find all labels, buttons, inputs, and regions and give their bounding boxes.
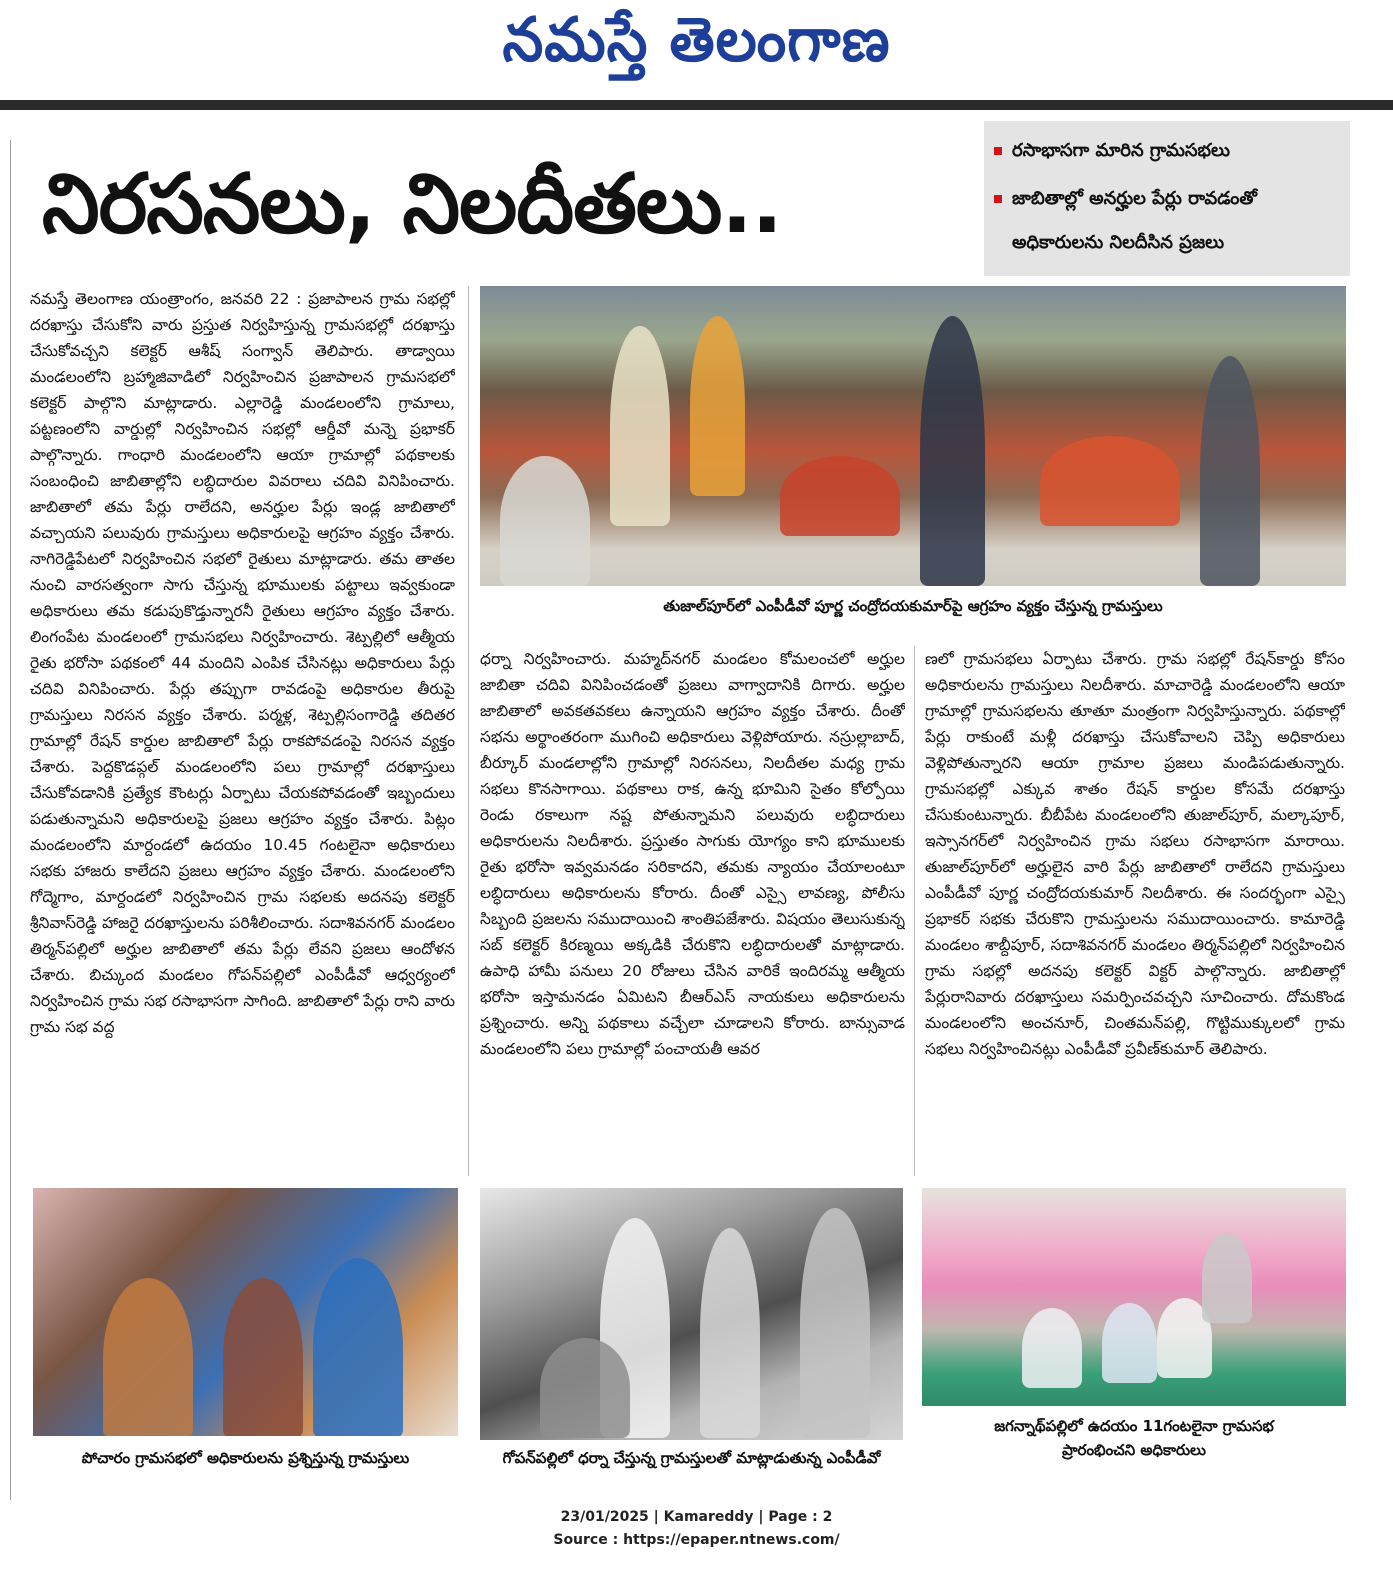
headline: నిరసనలు, నిలదీతలు.. [42,157,782,252]
column-divider [914,646,915,1176]
highlight-item-continued: అధికారులను నిలదీసిన ప్రజలు [1012,232,1225,253]
masthead [0,0,1393,90]
bullet-icon [994,195,1002,203]
photo-tujalpur-meeting [480,286,1346,586]
source-link[interactable]: Source : https://epaper.ntnews.com/ [553,1532,840,1548]
photo-jagannathpalli [922,1188,1346,1406]
highlight-item: జాబితాల్లో అనర్హుల పేర్లు రావడంతో [994,185,1257,213]
article-column-1: నమస్తే తెలంగాణ యంత్రాంగం, జనవరి 22 : ప్రజాపాలన గ్రామ సభల్లో దరఖాస్తు చేసుకోని వారు ప్రస్తుత నిర్వహిస్తున్న గ్రామసభల్లో దరఖాస్తు చేసుకోవచ్చని కలెక్టర్ ఆశీష్ సంగ్వాన్ తెలిపారు. తాడ్వాయి మండలంలోని బ్రహ్మాజివాడిలో నిర్వహించిన ప్రజాపాలన గ్రామసభలో కలెక్టర్ పాల్గొని మాట్లాడారు. ఎల్లారెడ్డి మండలంలోని గ్రామాలు, పట్టణంలోని వార్డుల్లో నిర్వహించిన సభల్లో ఆర్డీవో మన్నె ప్రభాకర్ పాల్గొన్నారు. గాంధారి మండలంలోని ఆయా గ్రామాల్లో పథకాలకు సంబంధించి జాబితాల్లోని లబ్ధిదారుల వివరాలు చదివి వినిపించారు. జాబితాలో తమ పేర్లు రాలేదని, అనర్హుల పేర్లు ఇండ్ల జాబితాలో వచ్చాయని పలువురు గ్రామస్తులు అధికారులపై ఆగ్రహం వ్యక్తం చేశారు. నాగిరెడ్డిపేటలో నిర్వహించిన సభలో రైతులు మాట్లాడారు. తమ తాతల నుంచి వారసత్వంగా సాగు చేస్తున్న భూములకు పట్టాలు ఇవ్వకుండా అధికారులు తమ కడుపుకొడ్తున్నారనీ రైతులు ఆగ్రహం వ్యక్తం చేశారు. లింగంపేట మండలంలో గ్రామసభలు నిర్వహించారు. శెట్పల్లిలో ఆత్మీయ రైతు భరోసా పథకంలో 44 మందిని ఎంపిక చేసినట్లు అధికారులు పేర్లు చదివి వినిపించారు. పేర్లు తప్పుగా రావడంపై అధికారుల తీరుపై గ్రామస్తులు నిరసన వ్యక్తం చేశారు. పర్మళ్ల, శెట్పల్లిసంగారెడ్డి తదితర గ్రామాల్లో రేషన్ కార్డుల జాబితాలో పేర్లు రాకపోవడంపై నిరసన వ్యక్తం చేశారు. పెద్దకొడప్గల్ మండలంలోని పలు గ్రామాల్లో దరఖాస్తులు చేసుకోవడానికి ప్రత్యేక కౌంటర్లు ఏర్పాటు చేయకపోవడంతో ఇబ్బందులు పడుతున్నామని అధికారులపై ప్రజలు ఆగ్రహం వ్యక్తం చేశారు. పిట్లం మండలంలోని మార్దండలో ఉదయం 10.45 గంటలైనా అధికారులు సభకు హాజరు కాలేదని ప్రజలు ఆగ్రహం వ్యక్తం చేశారు. మండలంలోని గోద్మెగాం, మార్దండలో నిర్వహించిన గ్రామ సభలకు అదనపు కలెక్టర్ శ్రీనివాస్‌రెడ్డి హాజరై దరఖాస్తులను పరిశీలించారు. సదాశివనగర్ మండలం తిర్మన్‌పల్లిలో అర్హుల జాబితాలో తమ పేర్లు లేవని ప్రజలు ఆందోళన చేశారు. బిచ్కుంద మండలం గోపన్‌పల్లిలో ఎంపీడీవో ఆధ్వర్యంలో నిర్వహించిన గ్రామ సభ రసాభాసగా సాగింది. జాబితాలో పేర్లు రాని వారు గ్రామ సభ వద్ద [30,290,455,1036]
article-column-2: ధర్నా నిర్వహించారు. మహ్మద్‌నగర్ మండలం కోమలంచలో అర్హుల జాబితా చదివి వినిపించడంతో ప్రజలు వాగ్వాదానికి దిగారు. అర్హుల జాబితాలో అవకతవకలు ఉన్నాయని ఆగ్రహం వ్యక్తం చేశారు. దీంతో సభను అర్థాంతరంగా ముగించి అధికారులు వెళ్లిపోయారు. నస్రుల్లాబాద్, బీర్కూర్ మండలాల్లోని గ్రామాల్లో నిరసనలు, నిలదీతల మధ్య గ్రామ సభలు కొనసాగాయి. పథకాలు రాక, ఉన్న భూమిని సైతం కోల్పోయి రెండు రకాలుగా నష్ట పోతున్నామని పలువురు లబ్ధిదారులు అధికారులను నిలదీశారు. ప్రస్తుతం సాగుకు యోగ్యం కాని భూములకు రైతు భరోసా ఇవ్వమనడం సరికాదని, తమకు న్యాయం చేయాలంటూ లబ్ధిదారులు అధికారులను కోరారు. దీంతో ఎస్సై లావణ్య, పోలీసు సిబ్బంది ప్రజలను సముదాయించి శాంతిపజేశారు. విషయం తెలుసుకున్న సబ్ కలెక్టర్ కిరణ్మయి అక్కడికి చేరుకొని లబ్ధిదారులతో మాట్లాడారు. ఉపాధి హామీ పనులు 20 రోజులు చేసిన వారికే ఇందిరమ్మ ఆత్మీయ భరోసా ఇస్తామనడం ఏమిటని బీఆర్ఎస్ నాయకులు అధికారులను ప్రశ్నించారు. అన్ని పథకాలు వచ్చేలా చూడాలని కోరారు. బాన్సువాడ మండలంలోని పలు గ్రామాల్లో పంచాయతీ ఆవర [480,650,905,1058]
highlight-item: రసాభాసగా మారిన గ్రామసభలు [994,137,1230,165]
edition-info: 23/01/2025 | Kamareddy | Page : 2 [560,1509,833,1525]
photo-caption-pocharam: పోచారం గ్రామసభలో అధికారులను ప్రశ్నిస్తున్న గ్రామస్తులు [81,1449,410,1467]
highlights-box [984,121,1350,276]
page-footer [0,1506,1393,1552]
photo-gopanpalli [480,1188,903,1440]
photo-pocharam [33,1188,458,1436]
column-divider [468,286,469,1176]
photo-caption-gopanpalli: గోపన్‌పల్లిలో ధర్నా చేస్తున్న గ్రామస్తులతో మాట్లాడుతున్న ఎంపీడీవో [502,1449,881,1467]
article-column-3: ణలో గ్రామసభలు ఏర్పాటు చేశారు. గ్రామ సభల్లో రేషన్‌కార్డు కోసం అధికారులను గ్రామస్తులు నిలదీశారు. మాచారెడ్డి మండలంలోని ఆయా గ్రామాల్లో గ్రామసభలను తూతూ మంత్రంగా నిర్వహిస్తున్నారు. పథకాల్లో పేర్లు రాకుంటే మళ్లీ దరఖాస్తు చేసుకోవాలని చెప్పి అధికారులు వెళ్లిపోతున్నారని ఆయా గ్రామాల ప్రజలు మండిపడుతున్నారు. గ్రామసభల్లో ఎక్కువ శాతం రేషన్ కార్డుల కోసమే దరఖాస్తు చేసుకుంటున్నారు. బీబీపేట మండలంలోని తుజాల్‌పూర్, మల్కాపూర్, ఇస్సానగర్‌లో నిర్వహించిన గ్రామ సభలు రసాభాసగా మారాయి. తుజాల్‌పూర్‌లో అర్హులైన వారి పేర్లు జాబితాలో రాలేదని గ్రామస్తులు ఎంపీడీవో పూర్ణ చంద్రోదయకుమార్ నిలదీశారు. ఈ సందర్భంగా ఎస్సై ప్రభాకర్ సభకు చేరుకొని గ్రామస్తులను సముదాయించారు. కామారెడ్డి మండలం శాబ్దీపూర్, సదాశివనగర్ మండలం తిర్మన్‌పల్లిలో నిర్వహించిన గ్రామ సభల్లో అదనపు కలెక్టర్ విక్టర్ పాల్గొన్నారు. జాబితాల్లో పేర్లురానివారు దరఖాస్తులు సమర్పించవచ్చని సూచించారు. దోమకొండ మండలంలోని అంచనూర్, చింతమన్‌పల్లి, గొట్టిముక్కులలో గ్రామ సభలు నిర్వహించినట్లు ఎంపీడీవో ప్రవీణ్‌కుమార్ తెలిపారు. [925,650,1345,1058]
photo-caption-jagannathpalli: జగన్నాథ్‌పల్లిలో ఉదయం 11గంటలైనా గ్రామసభ ప్రారంభించని అధికారులు [994,1417,1274,1459]
header-rule [0,100,1393,110]
newspaper-logo: నమస్తే తెలంగాణ [502,3,891,76]
photo-caption-main: తుజాల్‌పూర్‌లో ఎంపీడీవో పూర్ణ చంద్రోదయకుమార్‌పై ఆగ్రహం వ్యక్తం చేస్తున్న గ్రామస్తులు [663,597,1163,615]
page-left-rule [10,140,11,1500]
bullet-icon [994,147,1002,155]
